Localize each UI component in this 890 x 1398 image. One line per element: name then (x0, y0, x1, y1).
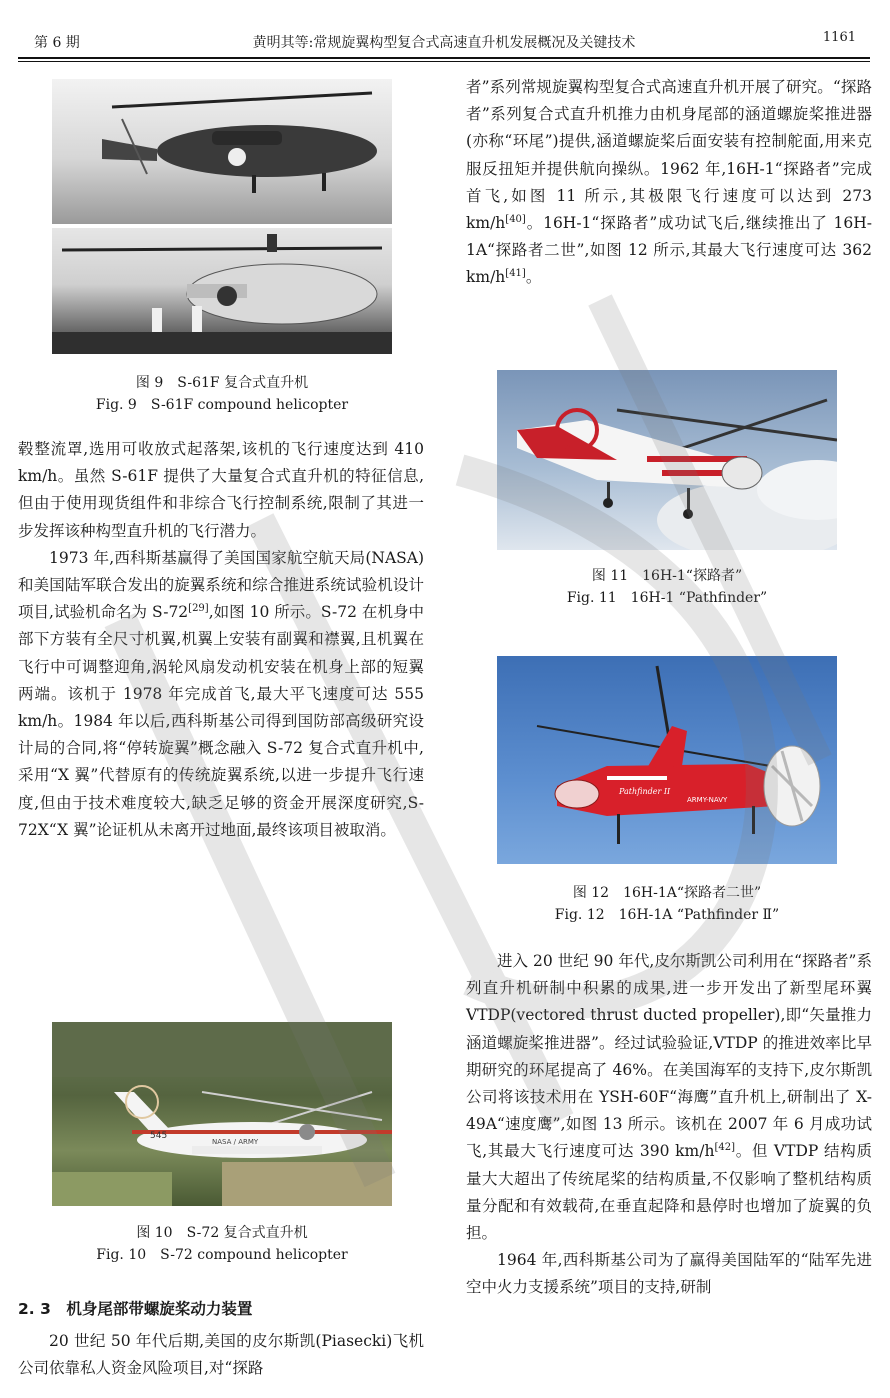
figure-10-caption (52, 1222, 392, 1266)
citation-40: [40] (505, 213, 526, 225)
figure-10-caption-en: Fig. 10 S-72 compound helicopter (96, 1247, 348, 1263)
right-text-block-2 (466, 948, 872, 1302)
pathfinder-16h1a-illustration (497, 656, 837, 864)
figure-9-photo-bottom (52, 228, 392, 354)
figure-9-caption-en: Fig. 9 S-61F compound helicopter (95, 397, 349, 413)
paragraph-1964: 1964 年,西科斯基公司为了赢得美国陆军的“陆军先进空中火力支援系统”项目的支持,研制 (466, 1251, 872, 1297)
paragraph-pathfinder (466, 74, 872, 292)
pathfinder2-script: Pathfinder II (619, 787, 671, 796)
figure-11-photo (497, 370, 837, 550)
running-header (18, 28, 870, 58)
s61f-inflight-illustration (52, 79, 392, 224)
left-text-block-2 (18, 1328, 424, 1382)
figure-11-caption (497, 565, 837, 609)
figure-9-caption (52, 372, 392, 416)
figure-9-caption-cn: 图 9 S-61F 复合式直升机 (135, 375, 309, 391)
paragraph-s72 (18, 545, 424, 844)
page-number: 1161 (822, 30, 856, 45)
citation-29: [29] (188, 603, 209, 615)
paragraph-pathfinder-part1: 者”系列常规旋翼构型复合式高速直升机开展了研究。“探路者”系列复合式直升机推力由机身尾部的涵道螺旋桨推进器(亦称“环尾”)提供,涵道螺旋桨后面安装有控制舵面,用来克服反扭矩并提供航向操纵。1962 年,16H-1“探路者”完成首飞,如图 11 所示,其极限飞行速度可以达到 273 km/h (466, 78, 872, 233)
figure-12-caption-en: Fig. 12 16H-1A “Pathfinder Ⅱ” (554, 907, 780, 923)
citation-42: [42] (714, 1142, 735, 1154)
paragraph-s72-part2: ,如图 10 所示。S-72 在机身中部下方装有全尺寸机翼,机翼上安装有副翼和襟翼,且机翼在飞行中可调整迎角,涡轮风扇发动机安装在机身上部的短翼两端。该机于 1978 年完成首飞,最大平飞速度可达 555 km/h。1984 年以后,西科斯基公司得到国防部高级研究设计局的合同,将“停转旋翼”概念融入 S-72 复合式直升机中,采用“X 翼”代替原有的传统旋翼系统,以进一步提升飞行速度,但由于技术难度较大,缺乏足够的资金开展深度研究,S-72X“X 翼”论证机从未离开过地面,最终该项目被取消。 (18, 603, 424, 839)
s72-tail-number: 545 (150, 1131, 168, 1141)
figure-12-caption-cn: 图 12 16H-1A“探路者二世” (572, 885, 762, 901)
figure-10-caption-cn: 图 10 S-72 复合式直升机 (136, 1225, 308, 1241)
paragraph-piasecki: 20 世纪 50 年代后期,美国的皮尔斯凯(Piasecki)飞机公司依靠私人资金风险项目,对“探路 (18, 1332, 424, 1378)
paragraph-vtdp-part1: 进入 20 世纪 90 年代,皮尔斯凯公司利用在“探路者”系列直升机研制中积累的成果,进一步开发出了新型尾环翼 VTDP(vectored thrust ducted propeller),即“矢量推力涵道螺旋桨推进器”。经过试验验证,VTDP 的推进效率比早期研究的环尾提高了 46%。在美国海军的支持下,皮尔斯凯公司将该技术用在 YSH-60F“海鹰”直升机上,研制出了 X-49A“速度鹰”,如图 13 所示。该机在 2007 年 6 月成功试飞,其最大飞行速度可达 390 km/h (466, 952, 872, 1161)
issue-number: 第 6 期 (34, 35, 80, 51)
paragraph-pathfinder-part3: 。 (525, 268, 542, 287)
figure-12-photo (497, 656, 837, 864)
paragraph-pathfinder-part2: 。16H-1“探路者”成功试飞后,继续推出了 16H-1A“探路者二世”,如图 12 所示,其最大飞行速度可达 362 km/h (466, 214, 872, 287)
paragraph-vtdp-part2: 。但 VTDP 结构质量大大超出了传统尾桨的结构质量,不仅影响了整机结构质量分配和有效载荷,在垂直起降和悬停时也增加了旋翼的负担。 (466, 1142, 872, 1243)
figure-12-caption (497, 882, 837, 926)
header-rule-thick (18, 57, 870, 59)
paragraph-s72-part1: 1973 年,西科斯基赢得了美国国家航空航天局(NASA)和美国陆军联合发出的旋翼系统和综合推进系统试验机设计项目,试验机命名为 S-72 (18, 548, 424, 622)
paragraph-s61f-continued: 毂整流罩,选用可收放式起落架,该机的飞行速度达到 410 km/h。虽然 S-61F 提供了大量复合式直升机的特征信息,但由于使用现货组件和非综合飞行控制系统,限制了其进一步发挥该种构型直升机的飞行潜力。 (18, 440, 424, 540)
pathfinder2-livery: ARMY-NAVY (687, 796, 728, 804)
figure-11-caption-cn: 图 11 16H-1“探路者” (591, 568, 743, 584)
right-text-block-1 (466, 74, 872, 292)
pathfinder-16h1-illustration (497, 370, 837, 550)
figure-10-photo (52, 1022, 392, 1206)
s61f-ground-illustration (52, 228, 392, 354)
left-text-block-1 (18, 436, 424, 844)
header-rule-thin (18, 61, 870, 62)
running-title: 黄明其等:常规旋翼构型复合式高速直升机发展概况及关键技术 (252, 35, 636, 51)
s72-livery: NASA / ARMY (212, 1138, 259, 1146)
citation-41: [41] (505, 268, 526, 280)
section-heading-2-3: 2. 3 机身尾部带螺旋桨动力装置 (18, 1300, 253, 1318)
figure-9-photo-top (52, 79, 392, 224)
s72-aerial-illustration (52, 1022, 392, 1206)
figure-11-caption-en: Fig. 11 16H-1 “Pathfinder” (566, 590, 768, 606)
paragraph-vtdp (466, 948, 872, 1247)
